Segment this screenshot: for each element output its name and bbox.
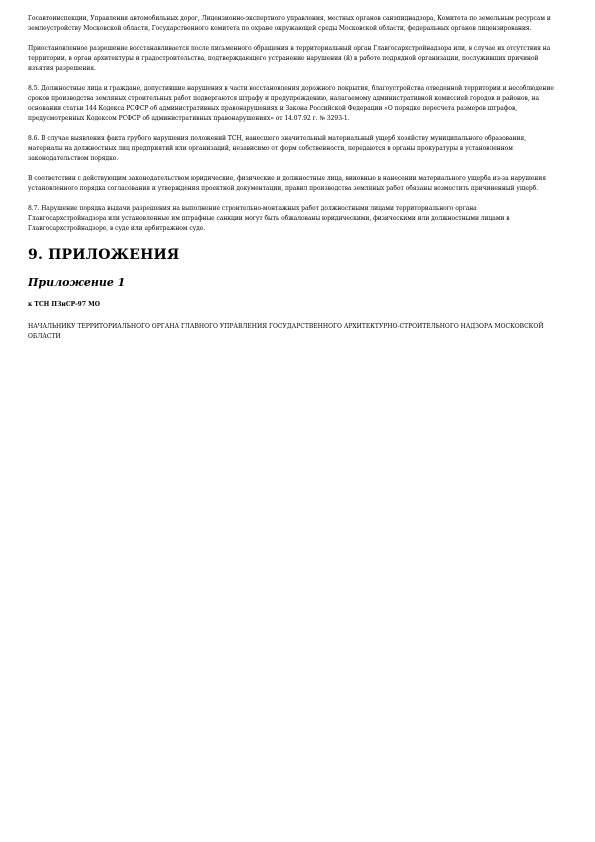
paragraph-8-5: 8.5. Должностные лица и граждане, допустившие нарушения в части восстановления дорожного покрытия, благоустройства отведенной территории и несоблюдение сроков производства земляных строительных работ подвергаются штрафу и предупреждению, налагаемому административной комиссией городов и районов, на основании статьи 144 Кодекса РСФСР об административных правонарушениях и Закона Российской Федерации «О порядке пересчета размеров штрафов, предусмотренных Кодексом РСФСР об административных правонарушениях» от 14.07.92 г. № 3293-1.: [28, 85, 554, 122]
paragraph-8-7: 8.7. Нарушение порядка выдачи разрешения на выполнение строительно-монтажных работ должностными лицами территориального органа Главгосархстройнадзора или установленные им штрафные санкции могут быть обжалованы юридическими, физическими или должностными лицами в Главгосархстройнадзоре, в суде или арбитражном суде.: [28, 205, 510, 232]
section-heading: 9. ПРИЛОЖЕНИЯ: [28, 247, 180, 263]
annex-reference: к ТСН ПЗиСР-97 МО: [28, 301, 100, 308]
paragraph-permit-restoration: Приостановленное разрешение восстанавливается после письменного обращения в территориальный орган Главгосархстройнадзора или, в случае их отсутствия на территории, в орган архитектуры и градостроительства, подтверждающего устранение нарушения (й) в работе подрядной организации, послуживших причиной изъятия разрешения.: [28, 45, 551, 72]
paragraph-8-6: 8.6. В случае выявления факта грубого нарушения положений ТСН, нанесшего значительный материальный ущерб хозяйству муниципального образования, материалы на должностных лиц предприятий или организаций, независимо от форм собственности, передаются в органы прокуратуры в установленном законодательством порядке.: [28, 135, 527, 162]
annex-heading: Приложение 1: [28, 276, 126, 289]
annex-addressee: НАЧАЛЬНИКУ ТЕРРИТОРИАЛЬНОГО ОРГАНА ГЛАВНОГО УПРАВЛЕНИЯ ГОСУДАРСТВЕННОГО АРХИТЕКТУРНО-СТРОИТЕЛЬНОГО НАДЗОРА МОСКОВСКОЙ ОБЛАСТИ: [28, 323, 544, 340]
document-page: [28, 14, 556, 342]
paragraph-authorities: Госавтоинспекции, Управления автомобильных дорог, Лицензионно-экспертного управления, местных органов санэпиднадзора, Комитета по земельным ресурсам и землеустройству Московской области, Государственного комитета по охране окружающей среды Московской области, федеральных органов лицензирования.: [28, 15, 551, 32]
paragraph-damages: В соответствии с действующим законодательством юридические, физические и должностные лица, виновные в нанесении материального ущерба из-за нарушения установленного порядка согласования и утверждения проектной документации, правил производства земляных работ обязаны возместить причиненный ущерб.: [28, 175, 546, 192]
